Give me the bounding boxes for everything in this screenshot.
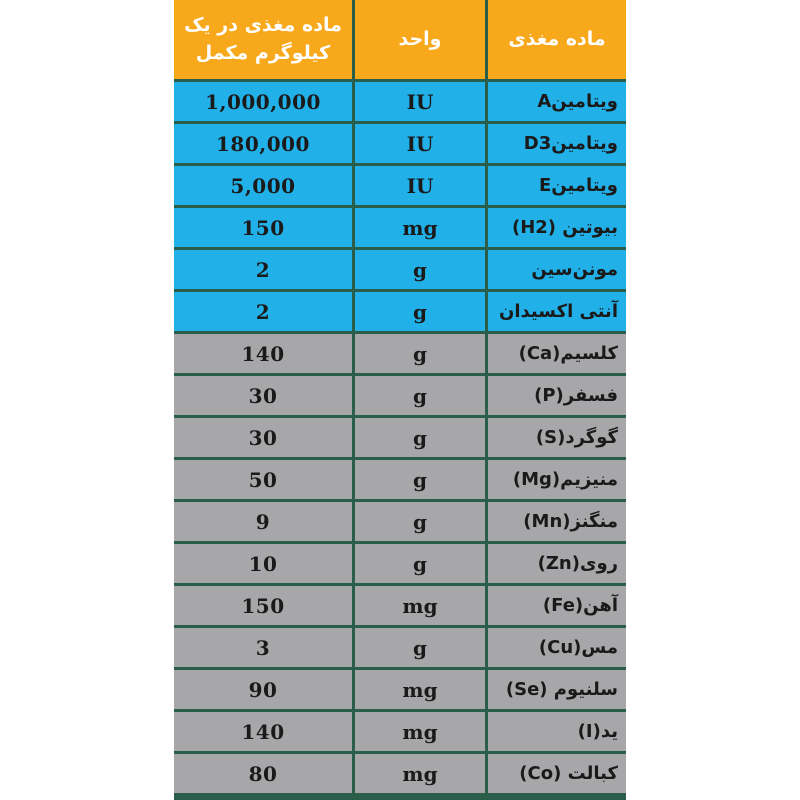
unit-cell: IU [355, 82, 485, 121]
nutrient-name-cell: کبالت (Co) [488, 754, 626, 793]
nutrient-name-cell: ویتامینD3 [488, 124, 626, 163]
nutrient-name-cell: منگنز(Mn) [488, 502, 626, 541]
unit-cell: mg [355, 670, 485, 709]
nutrient-name-cell: فسفر(P) [488, 376, 626, 415]
table-row [174, 208, 626, 247]
unit-cell: mg [355, 712, 485, 751]
header-unit: واحد [355, 0, 485, 79]
header-nutrient: ماده مغذی [488, 0, 626, 79]
nutrient-name-cell: منیزیم(Mg) [488, 460, 626, 499]
nutrient-name-cell: مس(Cu) [488, 628, 626, 667]
unit-cell: g [355, 292, 485, 331]
nutrient-name-cell: مونن‌سین [488, 250, 626, 289]
nutrient-name-cell: ویتامینE [488, 166, 626, 205]
amount-cell: 3 [174, 628, 352, 667]
nutrient-name-cell: ویتامینA [488, 82, 626, 121]
table-header [174, 0, 626, 79]
nutrient-name-cell: آهن(Fe) [488, 586, 626, 625]
amount-cell: 9 [174, 502, 352, 541]
unit-cell: g [355, 502, 485, 541]
table-row [174, 544, 626, 583]
amount-cell: 30 [174, 418, 352, 457]
table-row [174, 754, 626, 793]
table-row [174, 712, 626, 751]
amount-cell: 180,000 [174, 124, 352, 163]
unit-cell: g [355, 418, 485, 457]
nutrient-name-cell: روی(Zn) [488, 544, 626, 583]
amount-cell: 5,000 [174, 166, 352, 205]
unit-cell: g [355, 460, 485, 499]
nutrient-name-cell: سلنیوم (Se) [488, 670, 626, 709]
amount-cell: 140 [174, 334, 352, 373]
amount-cell: 30 [174, 376, 352, 415]
table-row [174, 586, 626, 625]
unit-cell: mg [355, 208, 485, 247]
table-row [174, 334, 626, 373]
amount-cell: 2 [174, 250, 352, 289]
amount-cell: 150 [174, 586, 352, 625]
amount-cell: 1,000,000 [174, 82, 352, 121]
nutrient-name-cell: ید(I) [488, 712, 626, 751]
nutrient-name-cell: کلسیم(Ca) [488, 334, 626, 373]
amount-cell: 80 [174, 754, 352, 793]
table-row [174, 460, 626, 499]
amount-cell: 140 [174, 712, 352, 751]
table-row [174, 250, 626, 289]
nutrient-name-cell: آنتی اکسیدان [488, 292, 626, 331]
table-row [174, 292, 626, 331]
table-row [174, 124, 626, 163]
table-row [174, 502, 626, 541]
unit-cell: IU [355, 124, 485, 163]
table-row [174, 82, 626, 121]
unit-cell: g [355, 376, 485, 415]
amount-cell: 2 [174, 292, 352, 331]
header-amount: ماده مغذی در یک کیلوگرم مکمل [174, 0, 352, 79]
nutrient-table [174, 0, 626, 800]
nutrient-name-cell: بیوتین (H2) [488, 208, 626, 247]
unit-cell: g [355, 334, 485, 373]
unit-cell: mg [355, 754, 485, 793]
unit-cell: g [355, 628, 485, 667]
unit-cell: g [355, 250, 485, 289]
unit-cell: g [355, 544, 485, 583]
unit-cell: mg [355, 586, 485, 625]
amount-cell: 150 [174, 208, 352, 247]
amount-cell: 50 [174, 460, 352, 499]
table-row [174, 418, 626, 457]
amount-cell: 90 [174, 670, 352, 709]
unit-cell: IU [355, 166, 485, 205]
table-row [174, 628, 626, 667]
table-row [174, 670, 626, 709]
amount-cell: 10 [174, 544, 352, 583]
nutrient-name-cell: گوگرد(S) [488, 418, 626, 457]
table-row [174, 376, 626, 415]
table-row [174, 166, 626, 205]
